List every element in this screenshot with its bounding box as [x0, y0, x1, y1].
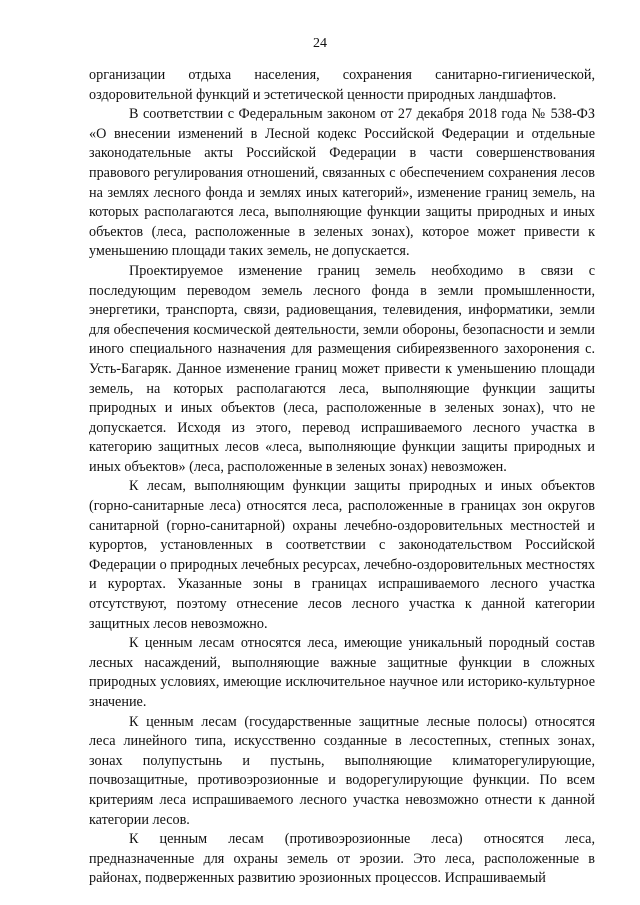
document-body: [89, 66, 595, 889]
paragraph-protective-strips: К ценным лесам (государственные защитные лесные полосы) относятся леса линейного типа, искусственно созданные в лесостепных, степных зонах, зонах полупустынь и пустынь, выполняющие климаторегулирующие, почвозащитные, противоэрозионные и водорегулирующие функции. По всем критериям леса испрашиваемого лесного участка невозможно отнести к данной категории лесов.: [89, 713, 595, 828]
paragraph-anti-erosion-forests: К ценным лесам (противоэрозионные леса) относятся леса, предназначенные для охраны земель от эрозии. Это леса, расположенные в районах, подверженных развитию эрозионных процессов. Испрашиваемый: [89, 831, 595, 887]
paragraph-boundary-change: Проектируемое изменение границ земель необходимо в связи с последующим переводом земель лесного фонда в земли промышленности, энергетики, транспорта, связи, радиовещания, телевидения, информатики, земли для обеспечения космической деятельности, земли обороны, безопасности и земли иного специального назначения для размещения сибиреязвенного захоронения с. Усть-Багаряк. Данное изменение границ может привести к уменьшению площади земель, на которых располагаются леса, выполняющие функции защиты природных и иных объектов (леса, расположенные в зеленых зонах), что не допускается. Исходя из этого, перевод испрашиваемого лесного участка в категорию защитных лесов «леса, выполняющие функции защиты природных и иных объектов» (леса, расположенные в зеленых зонах) невозможен.: [89, 262, 595, 475]
paragraph-valuable-forests: К ценным лесам относятся леса, имеющие уникальный породный состав лесных насаждений, выполняющие важные защитные функции в сложных природных условиях, имеющие исключительное научное или историко-культурное значение.: [89, 635, 595, 710]
page-number: 24: [313, 36, 327, 51]
paragraph-federal-law: В соответствии с Федеральным законом от 27 декабря 2018 года № 538-ФЗ «О внесении изменений в Лесной кодекс Российской Федерации и отдельные законодательные акты Российской Федерации в части совершенствования правового регулирования отношений, связанных с обеспечением сохранения лесов на землях лесного фонда и землях иных категорий», изменение границ земель, на которых располагаются леса, выполняющие функции защиты природных и иных объектов (леса, расположенные в зеленых зонах), которое может привести к уменьшению площади таких земель, не допускается.: [89, 106, 595, 260]
paragraph-continuation: организации отдыха населения, сохранения санитарно-гигиенической, оздоровительной функций и эстетической ценности природных ландшафтов.: [89, 67, 595, 103]
paragraph-mountain-sanitary-forests: К лесам, выполняющим функции защиты природных и иных объектов (горно-санитарные леса) относятся леса, расположенные в границах зон округов санитарной (горно-санитарной) охраны лечебно-оздоровительных местностей и курортов, установленных в соответствии с законодательством Российской Федерации о природных лечебных ресурсах, лечебно-оздоровительных местностях и курортах. Указанные зоны в границах испрашиваемого лесного участка отсутствуют, поэтому отнесение лесов лесного участка к данной категории защитных лесов невозможно.: [89, 478, 595, 632]
